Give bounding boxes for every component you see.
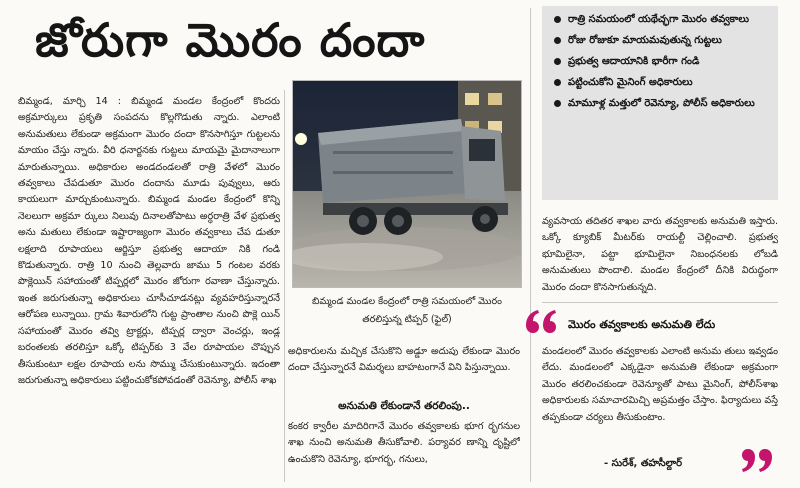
highlight-item: రోజు రోజుకూ మాయమవుతున్న గుట్టలు bbox=[554, 33, 770, 48]
bullet-icon bbox=[554, 58, 561, 65]
quote-title: మొరం తవ్వకాలకు అనుమతి లేదు bbox=[568, 318, 716, 331]
bullet-icon bbox=[554, 79, 561, 86]
highlights-box bbox=[542, 6, 778, 200]
bullet-icon bbox=[554, 37, 561, 44]
column-divider bbox=[284, 90, 285, 482]
article-body-column-3: వ్యవసాయ తదితర శాఖల వారు తవ్వకాలకు అనుమతి ఇస్తారు. ఒక్కో క్యూబిక్ మీటర్‌కు రాయల్టీ చెల్లించాలి. ప్రభుత్వ భూమిలైనా, పట్టా భూమిలైనా నిబంధనలకు లోబడి అనుమతులు పొందాలి. మండల కేంద్రంలో దీనికి విరుద్ధంగా మొరం దందా కొనసాగుతున్నది. bbox=[542, 216, 778, 293]
article-body-column-2: అధికారులను మచ్చిక చేసుకొని అడ్డూ అదుపు లేకుండా మొరం దందా చేస్తున్నారనే విమర్శలు బాహటంగానే విని పిస్తున్నాయి. bbox=[288, 346, 520, 374]
headline: జోరుగా మొరం దందా bbox=[35, 13, 426, 67]
highlight-item: పట్టించుకోని మైనింగ్ అధికారులు bbox=[554, 75, 770, 90]
column-divider bbox=[530, 8, 531, 482]
quote-text: మండలంలో మొరం తవ్వకాలకు ఎలాంటి అనుమ తులు ఇవ్వడం లేదు. మండలంలో ఎక్కడైనా అనుమతి లేకుండా అక్రమంగా మొరం తరలించకుండా రెవెన్యూతో పాటు మైనింగ్, పోలీస్‌శాఖ అధికారులకు సమాచారమిచ్చి అప్రమత్తం చేస్తాం. ఫిర్యాదులు వస్తే తప్పకుండా చర్యలు తీసుకుంటాం. bbox=[542, 346, 778, 423]
photo-caption: బిమ్మండ మండల కేంద్రంలో రాత్రి సమయంలో మొరం తరలిస్తున్న టిప్పర్ (ఫైల్) bbox=[312, 296, 502, 325]
highlight-item: రాత్రి సమయంలో యథేచ్ఛగా మొరం తవ్వకాలు bbox=[554, 12, 770, 27]
highlight-item: మామూళ్ల మత్తులో రెవెన్యూ, పోలీస్ అధికారులు bbox=[554, 96, 770, 111]
bullet-icon bbox=[554, 16, 561, 23]
bullet-icon bbox=[554, 100, 561, 107]
quote-author: - సురేశ్, తహసీల్దార్ bbox=[604, 458, 683, 469]
section-subheading: అనుమతి లేకుండానే తరలింపు.. bbox=[338, 400, 470, 412]
article-body-column-2b: కంకర క్వారీల మాదిరిగానే మొరం తవ్వకాలకు భూగ ర్భగనుల శాఖ నుంచి అనుమతి తీసుకోవాలి. పర్యావర ణాన్ని దృష్టిలో ఉంచుకొని రెవెన్యూ, భూగర్భ, గనులు, bbox=[288, 421, 520, 465]
quote-close-icon bbox=[740, 446, 774, 476]
section-divider bbox=[542, 302, 778, 303]
quote-open-icon bbox=[524, 306, 558, 336]
article-body-column-1: బిమ్మండ, మార్చి 14 : బిమ్మండ మండల కేంద్రంలో కొందరు అక్రమార్కులు ప్రకృతి సంపదను కొల్లగొడుతు న్నారు. ఎలాంటి అనుమతులు లేకుండా అక్రమంగా మొరం దందా కొనసాగిస్తూ గుట్టలను మాయం చేస్తు న్నారు. వీరి ధనార్జనకు గుట్టలు మాయమై మైదానాలుగా మారుతున్నాయి. అధికారుల అండదండలతో రాత్రి వేళలో మొరం తవ్వకాలు చేపడుతూ మొరం దందాను మూడు పువ్వులు, ఆరు కాయలుగా మార్చుకుంటున్నారు. బిమ్మండ మండల కేంద్రంలో కొన్ని నెలలుగా అక్రమా ర్కులు నిలువు దినాలతోపాటు అర్ధరాత్రి వేళ ప్రభుత్వ అను మతులు లేకుండా ఇష్టారాజ్యంగా మొరం తవ్వకాలు చేప డుతూ లక్షలాది రూపాయలు ఆర్జిస్తూ ప్రభుత్వ ఆదాయా నికి గండి కొడుతున్నారు. రాత్రి 10 నుంచి తెల్లవారు జాము 5 గంటల వరకు పొక్లెయిన్ సహాయంతో టిప్పర్లలో మొరం జోరుగా రవాణా చేస్తున్నారు. ఇంత జరుగుతున్నా అధికారులు చూసీచూడనట్లు వ్యవహరిస్తున్నారనే ఆరోపణ లున్నాయి. గ్రామ శివారులోని గుట్ట ప్రాంతాల నుంచి పొక్లె యిన్ సహాయంతో మొరం తవ్వి ట్రాక్టర్లు, టిప్పర్ల ద్వారా వెంచర్లు, ఇండ్ల బరంతలకు తరలిస్తూ ఒక్కో టిప్పర్‌కు 3 వేల రూపాయల చొప్పున తీసుకుంటూ లక్షల రూపాయ లను సొమ్ము చేసుకుంటున్నారు. ఇదంతా జరుగుతున్నా అధికారులు పట్టించుకోకపోవడంతో రెవెన్యూ, పోలీస్ శాఖ bbox=[18, 96, 280, 386]
tipper-truck-photo bbox=[292, 80, 522, 288]
highlight-item: ప్రభుత్వ ఆదాయానికి భారీగా గండి bbox=[554, 54, 770, 69]
